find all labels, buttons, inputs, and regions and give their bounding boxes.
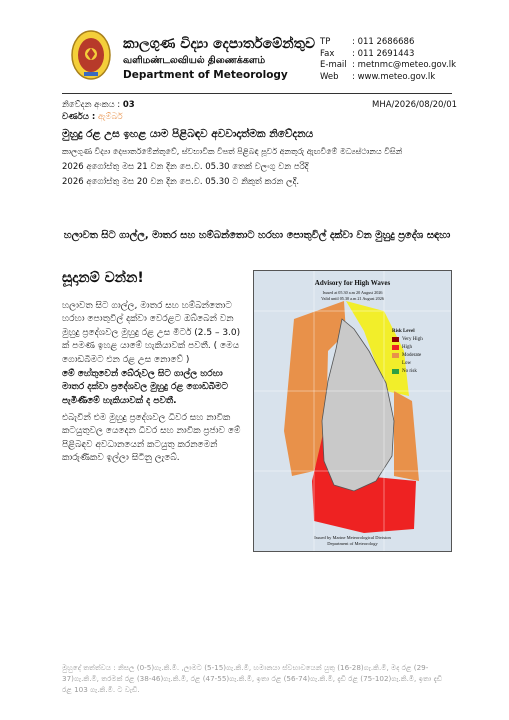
contact-web: Web : www.meteo.gov.lk [320,71,436,82]
warning-title: සූදානම් වන්න! [62,270,144,286]
sea-state-footer: මුහුදේ තත්ත්වය : නිසල (0-5)ගැ.කි.මී. ,ලාමට (5-15)ගැ.කි.මී, හමානයා ස්වභාවයෙන් යුතු (16-28)ගැ.කි.මී, මද රළ (29-37)ගැ.කි.මී, තරමක් රළ (38-46)ගැ.කි.මී, රළ (47-55)ගැ.කි.මී, ඉතා රළ (56-74)ගැ.කි.මී, දැඩි රළ (75-102)ගැ.කි.මී, ඉතා දැඩි රළ 103 ගැ.කි.මී. ට වැඩි. [62,663,443,694]
legend-swatch-high [392,345,399,350]
body-paragraph-1: හලාවත සිට ගාල්ල, මාතර සහ හම්බන්තොට හරහා පොතුවිල් දක්වා වෙරළට ඔබ්බෙන් වන මුහුදු ප්‍රදේශවල මුහුදු රළ උස මීටර් (2.5 – 3.0) ක් පමණ ඉහළ යාමේ හැකියාවක් පවතී. ( මෙය ගොඩබිමට එන රළ උස නොවේ ) [62,301,241,365]
contact-phone: TP : 011 2686686 [320,37,415,47]
legend-swatch-no-risk [392,369,399,374]
contact-fax: Fax : 011 2691443 [320,48,415,59]
map-issued: Issued at 05.30 a.m 20 August 2026 [322,290,383,295]
risk-map-graphic [254,271,451,551]
body-paragraph-3: එබැවින් එම මුහුදු ප්‍රදේශවල ධීවර සහ නාවික කටයුතුවල යෙදෙන ධීවර සහ නාවික ප්‍රජාව මේ පිළිබඳව අවධානයෙන් කටයුතු කරනමෙන් කාරුණිකව ඉල්ලා සිටිනු ලැබේ. [62,413,241,464]
notice-valid-until: 2026 අගෝස්තු මස 21 වන දින පෙ.ව. 05.30 තෙක් වලංගු වන පරිදි [62,162,309,172]
map-legend: Risk Level Very High High Moderate Low No risk [392,329,440,374]
legend-swatch-moderate [392,353,399,358]
notice-issued-at: 2026 අගෝස්තු මස 20 වන දින පෙ.ව. 05.30 ට නිකුත් කරන ලදී. [62,177,300,187]
legend-title: Risk Level [392,329,415,334]
department-name-tamil: வளிமண்டலவியல் திணைக்களம் [123,55,266,66]
map-valid: Valid until 05.30 a.m 21 August 2026 [321,296,384,301]
contact-email: E-mail : metnmc@meteo.gov.lk [320,60,457,70]
legend-swatch-low [392,361,399,366]
map-credit-2: Department of Meteorology [327,541,378,546]
notice-title: මුහුදු රළ උස ඉහළ යාම පිළිබඳව අවවාදාත්මක නිවේදනය [62,128,314,140]
body-paragraph-2: මේ හේතුවෙන් බේරුවල සිට ගාල්ල හරහා මාතර දක්වා ප්‍රදේශවල මුහුදු රළ ගොඩබිමට පැමිණීමේ හැකියාවක් ද පවතී. [62,369,228,406]
department-name-sinhala: කාලගුණ විද්‍යා දෙපාර්තමේන්තුව [123,36,316,52]
notice-reference: MHA/2026/08/20/01 [372,100,458,110]
department-name-english: Department of Meteorology [123,69,288,81]
notice-issuer: කාලගුණ විද්‍යා දෙපාර්තමේන්තුවේ, ස්වභාවික විපත් පිළිබඳ පූර්ව අනතුරු ඇඟවීමේ මධ්‍යස්ථානය විසින් [62,147,403,156]
notice-number: නිවේදන අංකය : 03 [62,100,135,110]
government-emblem [70,30,112,82]
header-divider [62,93,452,94]
contact-block [320,37,456,83]
affected-regions: හලාවත සිට ගාල්ල, මාතර සහ හම්බන්තොට හරහා පොතුවිල් දක්වා වන මුහුදු ප්‍රදේශ සඳහා [63,230,451,241]
map-credit-1: Issued by Marine Meteorological Division [314,535,391,540]
risk-map [253,270,452,552]
notice-category: වර්ණය : ඇම්බර් [62,112,123,122]
map-title: Advisory for High Waves [314,279,391,287]
legend-swatch-very-high [392,337,399,342]
